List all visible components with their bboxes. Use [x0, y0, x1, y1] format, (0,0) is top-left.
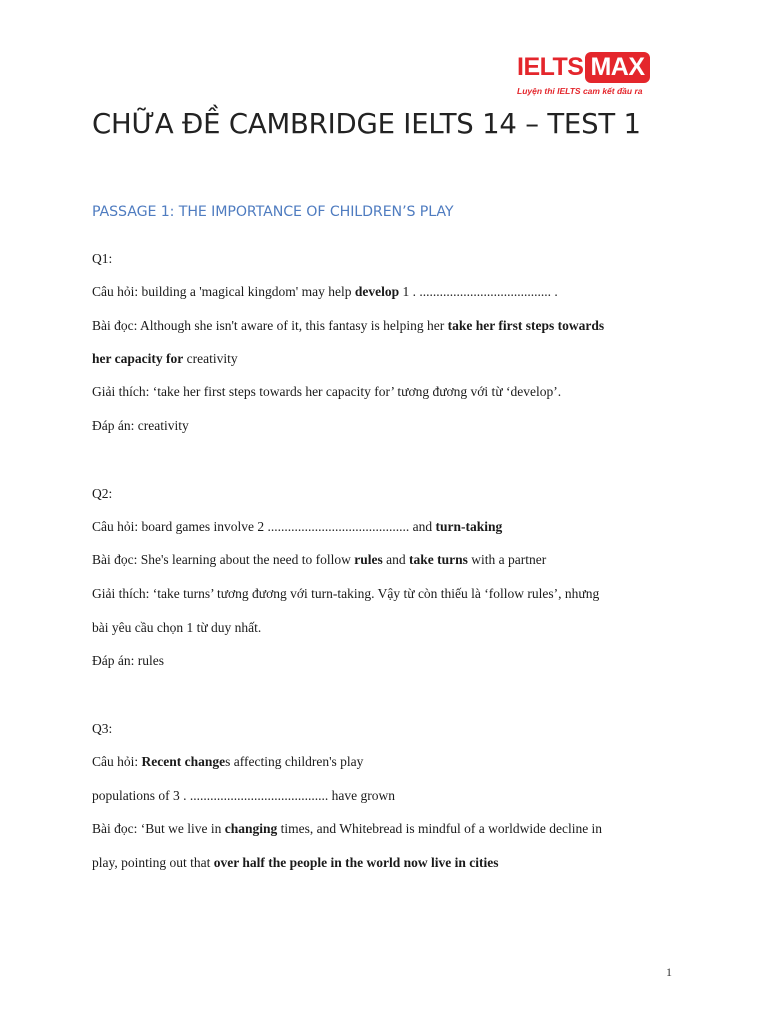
q2-reading-end: with a partner [467, 552, 547, 567]
q3-question-end: s affecting children's play [225, 754, 364, 769]
page-number: 1 [666, 965, 672, 979]
q2-reading-keyword-2: take turns [409, 552, 468, 567]
q2-reading [92, 552, 546, 568]
logo-max-text: MAX [585, 52, 649, 83]
q2-reading-mid: and [382, 552, 409, 567]
q2-explanation-cont: bài yêu cầu chọn 1 từ duy nhất. [92, 620, 262, 635]
q3-reading-cont-keyword: over half the people in the world now live in cities [213, 855, 499, 870]
logo-wordmark [517, 52, 659, 83]
q1-question [92, 284, 558, 300]
ieltsmax-logo [517, 52, 659, 102]
q1-reading-keyword-2: her capacity for [92, 351, 184, 366]
q1-reading [92, 318, 604, 334]
q3-question-text: Câu hỏi: [92, 754, 142, 769]
q1-reading-text: Bài đọc: Although she isn't aware of it, this fantasy is helping her [92, 318, 448, 333]
q2-answer: Đáp án: rules [92, 653, 164, 668]
q3-populations: populations of 3 . ......................................... have grown [92, 788, 395, 803]
q1-explanation: Giải thích: ‘take her first steps towards her capacity for’ tương đương với từ ‘develop’. [92, 384, 562, 399]
q3-reading [92, 821, 602, 837]
q2-reading-text: Bài đọc: She's learning about the need to follow [92, 552, 355, 567]
document-title: CHỮA ĐỀ CAMBRIDGE IELTS 14 – TEST 1 [92, 108, 641, 140]
q2-explanation: Giải thích: ‘take turns’ tương đương với turn-taking. Vậy từ còn thiếu là ‘follow rules’, nhưng [92, 586, 600, 601]
q2-question [92, 519, 502, 535]
logo-tagline: Luyện thi IELTS cam kết đầu ra [517, 86, 643, 96]
q1-reading-end: creativity [183, 351, 238, 366]
q1-question-blank: 1 . ....................................... . [399, 284, 558, 299]
q2-question-keyword: turn-taking [435, 519, 503, 534]
q1-question-keyword: develop [354, 284, 400, 299]
q2-question-text: Câu hỏi: board games involve 2 .......................................... and [92, 519, 436, 534]
q1-question-text: Câu hỏi: building a 'magical kingdom' may help [92, 284, 355, 299]
q2-label: Q2: [92, 486, 113, 501]
q1-label: Q1: [92, 251, 113, 266]
q1-answer: Đáp án: creativity [92, 418, 189, 433]
q3-question [92, 754, 363, 770]
q2-reading-keyword-1: rules [354, 552, 383, 567]
q3-reading-keyword: changing [224, 821, 278, 836]
q3-question-keyword: Recent change [141, 754, 226, 769]
passage-title: PASSAGE 1: THE IMPORTANCE OF CHILDREN’S PLAY [92, 204, 454, 220]
q3-reading-cont [92, 855, 499, 871]
q3-reading-end: times, and Whitebread is mindful of a worldwide decline in [277, 821, 603, 836]
q3-reading-cont-text: play, pointing out that [92, 855, 214, 870]
q1-reading-cont [92, 351, 238, 367]
q3-reading-text: Bài đọc: ‘But we live in [92, 821, 225, 836]
q3-label: Q3: [92, 721, 113, 736]
q1-reading-keyword: take her first steps towards [447, 318, 605, 333]
logo-ielts-text: IELTS [517, 53, 584, 81]
